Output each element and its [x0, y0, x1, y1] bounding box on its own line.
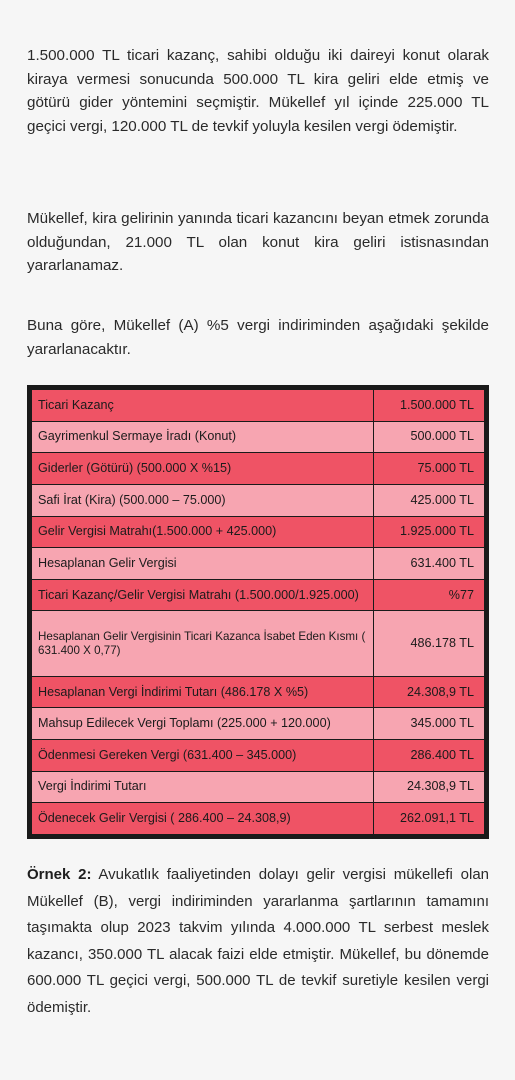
table-row — [32, 453, 485, 485]
table-row — [32, 708, 485, 740]
table-row — [32, 390, 485, 422]
row-label: Ödenmesi Gereken Vergi (631.400 – 345.000) — [32, 740, 374, 772]
row-label: Hesaplanan Gelir Vergisinin Ticari Kazanca İsabet Eden Kısmı ( 631.400 X 0,77) — [32, 611, 374, 676]
tax-calculation-table — [27, 385, 489, 839]
row-value: 486.178 TL — [374, 611, 485, 676]
example-2-text: Avukatlık faaliyetinden dolayı gelir vergisi mükellefi olan Mükellef (B), vergi indiriminden yararlanma şartlarının tamamını taşımakta olup 2023 takvim yılında 4.000.000 TL serbest meslek kazancı, 350.000 TL alacak faizi elde etmiştir. Mükellef, bu dönemde 600.000 TL geçici vergi, 500.000 TL de tevkif suretiyle kesilen vergi ödemiştir. — [27, 866, 490, 1016]
discount-paragraph: Buna göre, Mükellef (A) %5 vergi indiriminden aşağıdaki şekilde yararlanacaktır. — [27, 317, 489, 358]
exemption-paragraph: Mükellef, kira gelirinin yanında ticari kazancını beyan etmek zorunda olduğundan, 21.000 TL olan konut kira geliri istisnasından yararlanamaz. — [27, 210, 489, 274]
row-value: 75.000 TL — [374, 453, 485, 485]
row-value: 1.500.000 TL — [374, 390, 485, 422]
table-row — [32, 484, 485, 516]
row-value: 262.091,1 TL — [374, 803, 485, 835]
row-label: Ticari Kazanç — [32, 390, 374, 422]
row-value: 24.308,9 TL — [374, 771, 485, 803]
table-row — [32, 548, 485, 580]
row-label: Ödenecek Gelir Vergisi ( 286.400 – 24.308,9) — [32, 803, 374, 835]
row-value: 1.925.000 TL — [374, 516, 485, 548]
row-value: 24.308,9 TL — [374, 676, 485, 708]
row-value: 631.400 TL — [374, 548, 485, 580]
table-row — [32, 771, 485, 803]
row-value: 425.000 TL — [374, 484, 485, 516]
row-label: Gelir Vergisi Matrahı(1.500.000 + 425.000) — [32, 516, 374, 548]
table-row — [32, 516, 485, 548]
row-label: Mahsup Edilecek Vergi Toplamı (225.000 + 120.000) — [32, 708, 374, 740]
row-value: 345.000 TL — [374, 708, 485, 740]
intro-paragraph: 1.500.000 TL ticari kazanç, sahibi olduğu iki daireyi konut olarak kiraya vermesi sonucunda 500.000 TL kira geliri elde etmiş ve götürü gider yöntemini seçmiştir. Mükellef yıl içinde 225.000 TL geçici vergi, 120.000 TL de tevkif yoluyla kesilen vergi ödemiştir. — [27, 47, 489, 135]
row-label: Vergi İndirimi Tutarı — [32, 771, 374, 803]
row-label: Safi İrat (Kira) (500.000 – 75.000) — [32, 484, 374, 516]
table-row — [32, 740, 485, 772]
row-value: 286.400 TL — [374, 740, 485, 772]
row-value: 500.000 TL — [374, 421, 485, 453]
row-label: Gayrimenkul Sermaye İradı (Konut) — [32, 421, 374, 453]
table-row — [32, 579, 485, 611]
table-row — [32, 803, 485, 835]
example-2-paragraph — [27, 862, 489, 1021]
row-label: Hesaplanan Vergi İndirimi Tutarı (486.178 X %5) — [32, 676, 374, 708]
row-value: %77 — [374, 579, 485, 611]
table-row — [32, 421, 485, 453]
example-2-label: Örnek 2: — [27, 866, 92, 883]
row-label: Hesaplanan Gelir Vergisi — [32, 548, 374, 580]
table-row — [32, 611, 485, 676]
row-label: Ticari Kazanç/Gelir Vergisi Matrahı (1.500.000/1.925.000) — [32, 579, 374, 611]
row-label: Giderler (Götürü) (500.000 X %15) — [32, 453, 374, 485]
table-row — [32, 676, 485, 708]
